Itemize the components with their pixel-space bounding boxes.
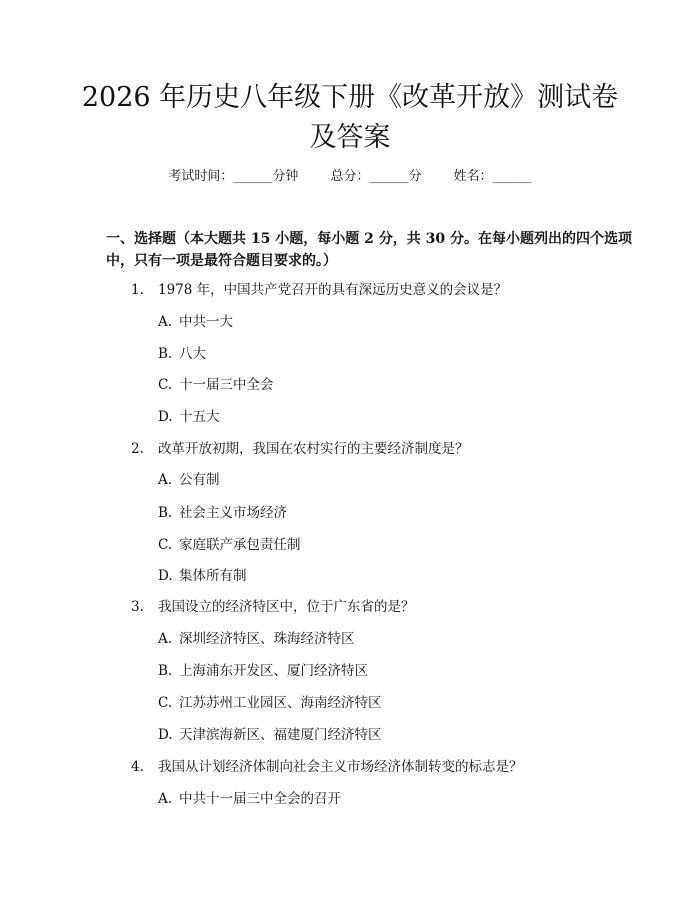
question-text: 改革开放初期，我国在农村实行的主要经济制度是？ <box>158 441 469 457</box>
option-letter: B. <box>158 663 173 679</box>
option <box>158 726 382 744</box>
title-line-2: 及答案 <box>309 122 391 153</box>
option-text: 深圳经济特区、珠海经济特区 <box>179 631 355 647</box>
option <box>158 536 301 554</box>
option-text: 十五大 <box>179 409 220 425</box>
question-number: 1. <box>131 282 144 298</box>
question-number: 2. <box>131 441 144 457</box>
question-text: 我国设立的经济特区中，位于广东省的是？ <box>158 599 415 615</box>
question <box>131 281 507 299</box>
option <box>158 471 220 489</box>
option-text: 江苏苏州工业园区、海南经济特区 <box>179 695 382 711</box>
section-heading: 一、选择题（本大题共 15 小题，每小题 2 分，共 30 分。在每小题列出的四个选项中，只有一项是最符合题目要求的。） <box>106 231 632 269</box>
question <box>131 598 415 616</box>
option <box>158 345 206 363</box>
option-letter: B. <box>158 505 173 521</box>
question <box>131 758 523 776</box>
option-text: 八大 <box>179 346 206 362</box>
option-letter: A. <box>158 472 173 488</box>
question-text: 我国从计划经济体制向社会主义市场经济体制转变的标志是？ <box>158 759 523 775</box>
option <box>158 694 382 712</box>
option-text: 社会主义市场经济 <box>179 505 287 521</box>
option-text: 十一届三中全会 <box>179 377 274 393</box>
option-text: 家庭联产承包责任制 <box>179 537 301 553</box>
option <box>158 662 368 680</box>
option-text: 集体所有制 <box>179 568 247 584</box>
page-title <box>0 78 700 158</box>
option-letter: A. <box>158 314 173 330</box>
option <box>158 790 341 808</box>
option-letter: B. <box>158 346 173 362</box>
title-line-1: 2026 年历史八年级下册《改革开放》测试卷 <box>81 82 619 113</box>
question-text: 1978 年，中国共产党召开的具有深远历史意义的会议是？ <box>158 282 508 298</box>
option <box>158 504 287 522</box>
option <box>158 630 355 648</box>
question <box>131 440 469 458</box>
option-text: 公有制 <box>179 472 220 488</box>
option-text: 中共一大 <box>179 314 233 330</box>
question-number: 4. <box>131 759 144 775</box>
option-letter: C. <box>158 377 173 393</box>
option-letter: D. <box>158 568 173 584</box>
option-letter: A. <box>158 791 173 807</box>
option-letter: D. <box>158 409 173 425</box>
option-text: 天津滨海新区、福建厦门经济特区 <box>179 727 382 743</box>
option-letter: D. <box>158 727 173 743</box>
total-score-label: 总分：______分 <box>330 169 422 184</box>
option-letter: C. <box>158 695 173 711</box>
exam-time-label: 考试时间：______分钟 <box>168 169 299 184</box>
option <box>158 313 233 331</box>
option-text: 上海浦东开发区、厦门经济特区 <box>179 663 368 679</box>
option <box>158 376 274 394</box>
option-text: 中共十一届三中全会的召开 <box>179 791 341 807</box>
exam-meta <box>0 168 700 186</box>
option-letter: C. <box>158 537 173 553</box>
option <box>158 408 220 426</box>
student-name-label: 姓名：______ <box>453 169 532 184</box>
question-number: 3. <box>131 599 144 615</box>
option-letter: A. <box>158 631 173 647</box>
option <box>158 567 247 585</box>
